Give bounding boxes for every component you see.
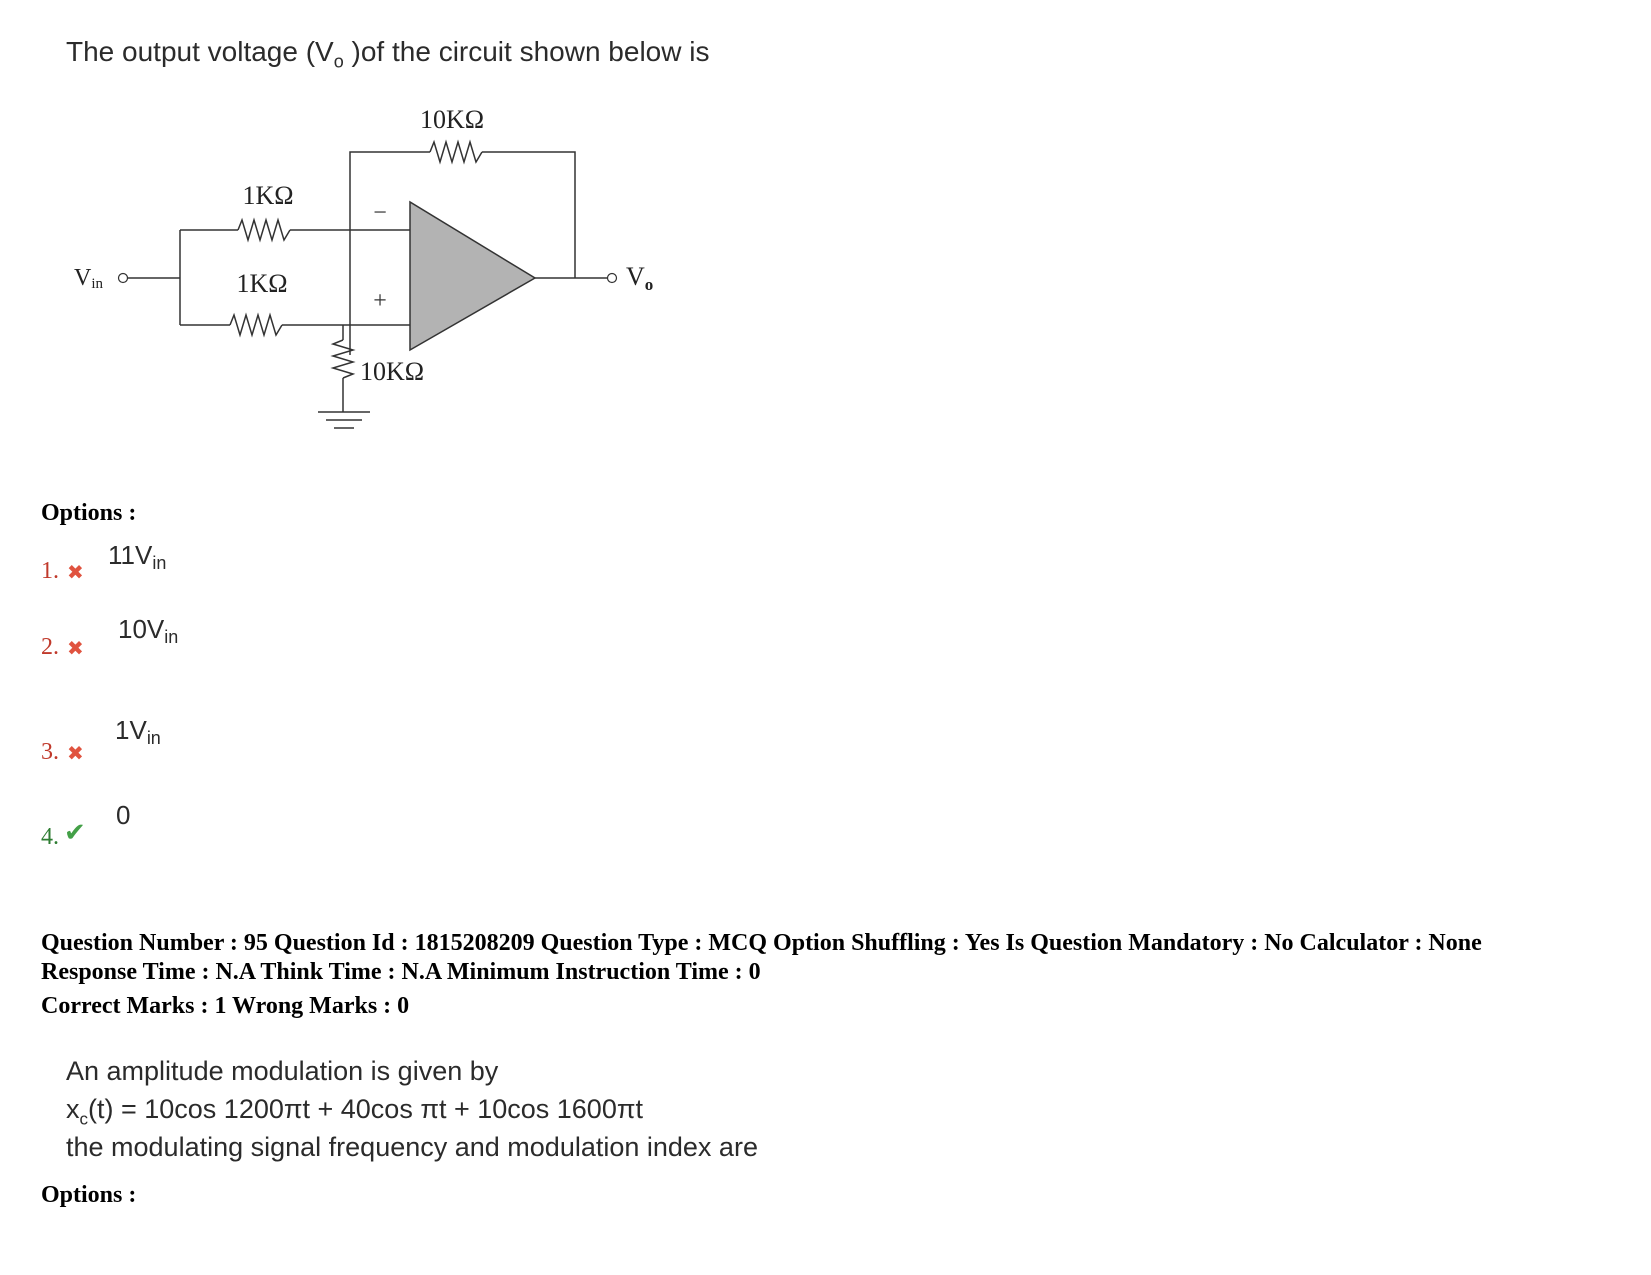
option-number: 1. [41,558,59,584]
option-value: 0 [116,800,131,830]
question-95-line3: the modulating signal frequency and modulation index are [66,1132,758,1162]
vin-label: Vin [74,265,104,292]
option-number: 3. [41,739,59,765]
input-terminal [119,274,128,283]
cross-icon: ✖ [67,562,84,584]
top-input-resistor [238,220,290,240]
question-95-options-label: Options : [41,1182,137,1208]
minus-sign: − [373,200,387,226]
output-terminal [608,274,617,283]
vo-label: Vo [626,262,654,294]
feedback-resistor [430,142,482,162]
top-resistor-label: 1KΩ [242,181,294,210]
ground-resistor-label: 10KΩ [360,357,425,386]
option-value: $10V_{in}$ [118,614,179,647]
question-95-meta-line1: Question Number : 95 Question Id : 1815208209 Question Type : MCQ Option Shuffling : Yes Is Question Mandatory : No Calculator : None [41,930,1482,956]
check-icon: ✔ [64,818,86,847]
cross-icon: ✖ [67,743,84,765]
option-value: $1V_{in}$ [115,715,161,748]
feedback-resistor-label: 10KΩ [419,105,485,134]
circuit-diagram [0,90,700,470]
plus-sign: + [373,288,387,314]
cross-icon: ✖ [67,638,84,660]
question-95-line1: An amplitude modulation is given by [66,1056,499,1086]
opamp-triangle [410,202,535,350]
question-94-prompt: The output voltage ($V_o$ )of the circuit shown below is [66,36,710,72]
bottom-input-resistor [230,315,282,335]
bottom-resistor-label: 1KΩ [236,269,288,298]
question-95-meta-line2: Response Time : N.A Think Time : N.A Minimum Instruction Time : 0 [41,959,761,985]
option-number: 4. [41,824,59,850]
options-label: Options : [41,500,137,526]
option-value: $11V_{in}$ [108,540,167,573]
option-number: 2. [41,634,59,660]
question-95-meta-line3: Correct Marks : 1 Wrong Marks : 0 [41,993,410,1019]
question-95-line2: $x_c(t) = 10\cos$ 1200πt + 40cos πt + 10cos 1600πt [66,1094,643,1129]
